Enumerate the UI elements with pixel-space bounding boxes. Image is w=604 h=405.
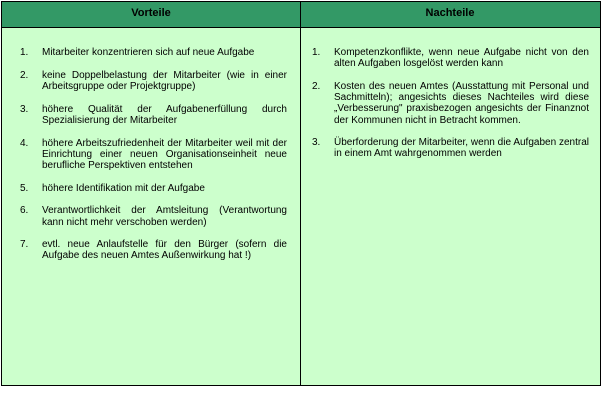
item-number: 2. [312,80,321,92]
item-number: 4. [20,137,29,149]
vorteile-list [20,47,287,262]
list-item [20,104,287,126]
vorteile-column [20,47,287,273]
list-item [20,47,287,58]
item-text: Überforderung der Mitarbeiter, wenn die Aufgaben zentral in einem Amt wahrgenommen werden [334,137,589,160]
item-number: 1. [312,47,321,58]
header-vorteile: Vorteile [131,7,171,19]
item-text: keine Doppelbelastung der Mitarbeiter (wie in einer Arbeitsgruppe oder Projektgruppe) [42,69,287,92]
list-item [20,70,287,92]
column-divider [300,2,301,385]
item-text: Mitarbeiter konzentrieren sich auf neue Aufgabe [42,47,255,58]
item-number: 6. [20,205,29,217]
item-text: höhere Identifikation mit der Aufgabe [42,182,205,194]
list-item [312,47,589,69]
item-text: Kompetenzkonflikte, wenn neue Aufgabe nicht von den alten Aufgaben losgelöst werden kann [334,47,589,70]
item-number: 3. [20,103,29,115]
list-item [20,205,287,227]
header-nachteile: Nachteile [425,7,475,19]
nachteile-column [312,47,589,171]
list-item [20,183,287,194]
item-text: evtl. neue Anlaufstelle für den Bürger (sofern die Aufgabe des neuen Amtes Außenwirkung hat !) [42,239,287,262]
item-text: höhere Qualität der Aufgabenerfüllung durch Spezialisierung der Mitarbeiter [42,103,287,126]
table-header-row [2,2,600,28]
item-number: 7. [20,239,29,251]
list-item [20,138,287,172]
item-text: höhere Arbeitszufriedenheit der Mitarbeiter weil mit der Einrichtung einer neuen Organisationseinheit neue berufliche Perspektiven entstehen [42,137,287,171]
item-text: Verantwortlichkeit der Amtsleitung (Verantwortung kann nicht mehr verschoben werden) [42,205,287,228]
list-item [20,239,287,261]
item-number: 2. [20,69,29,81]
item-text: Kosten des neuen Amtes (Ausstattung mit Personal und Sachmitteln); angesichts dieses Nachteiles wird diese „Verbesserung" praxisbezogen angesichts der Finanznot der Kommunen nicht in Betracht kommen. [334,80,589,126]
list-item [312,137,589,159]
item-number: 5. [20,182,29,194]
nachteile-list [312,47,589,160]
item-number: 1. [20,47,29,58]
list-item [312,81,589,126]
comparison-table [1,1,601,386]
item-number: 3. [312,137,321,149]
